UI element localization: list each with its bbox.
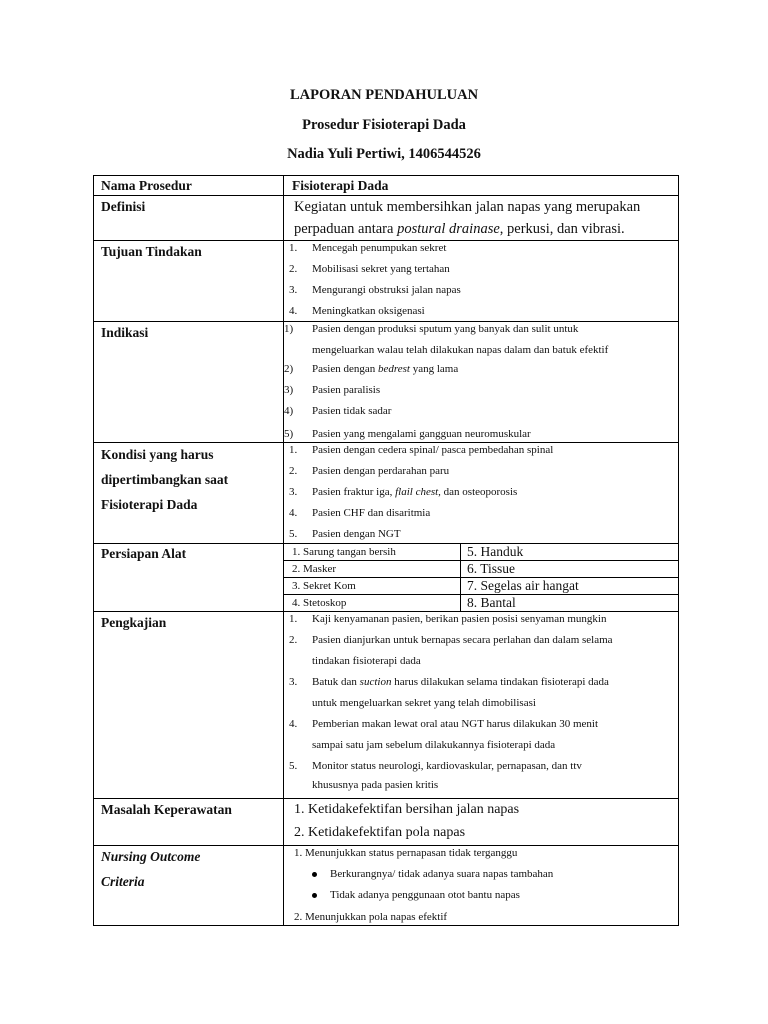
masalah-item: 1. Ketidakefektifan bersihan jalan napas — [294, 802, 520, 817]
row-nursing-outcome-criteria — [94, 846, 679, 926]
item-number: 4. — [289, 305, 298, 317]
item-text: Mengurangi obstruksi jalan napas — [312, 284, 461, 296]
item-text: yang lama — [409, 363, 459, 375]
equipment-item: 7. Segelas air hangat — [461, 578, 679, 595]
item-text: Pasien dengan NGT — [312, 528, 401, 540]
value-persiapan-alat — [284, 544, 679, 612]
item-text: Batuk dan — [312, 676, 360, 688]
item-number: 1) — [284, 323, 294, 335]
item-number: 4. — [289, 718, 298, 730]
equipment-item: 3. Sekret Kom — [284, 578, 461, 595]
row-kondisi — [94, 443, 679, 544]
equipment-item: 8. Bantal — [461, 595, 679, 612]
label-persiapan-alat — [94, 544, 284, 612]
author-line: Nadia Yuli Pertiwi, 1406544526 — [287, 146, 481, 162]
list-item — [284, 628, 678, 649]
row-nama-prosedur — [94, 176, 679, 196]
item-number: 1. — [289, 444, 298, 456]
equipment-item: 6. Tissue — [461, 561, 679, 578]
list-item-continued: mengeluarkan walau telah dilakukan napas dalam dan batuk efektif — [312, 344, 609, 356]
item-text: Pasien dengan — [312, 363, 378, 375]
value-definisi — [284, 196, 679, 241]
row-masalah-keperawatan — [94, 799, 679, 846]
list-item — [284, 422, 678, 442]
item-text: Pasien paralisis — [312, 384, 381, 396]
item-text: Pasien tidak sadar — [312, 405, 392, 417]
list-item — [284, 380, 678, 401]
item-text: Pasien dengan perdarahan paru — [312, 465, 450, 477]
item-text: Tidak adanya penggunaan otot bantu napas — [330, 889, 520, 901]
item-text: Meningkatkan oksigenasi — [312, 305, 425, 317]
value-text: Fisioterapi Dada — [292, 178, 389, 193]
label-nama-prosedur — [94, 176, 284, 196]
table-row — [284, 595, 678, 612]
item-text: Pasien dianjurkan untuk bernapas secara perlahan dan dalam selama — [312, 634, 613, 646]
value-nama-prosedur — [284, 176, 679, 196]
item-text: Pasien CHF dan disaritmia — [312, 507, 431, 519]
bullet-icon — [312, 893, 317, 898]
list-item — [284, 670, 678, 691]
label-text: Fisioterapi Dada — [101, 497, 198, 512]
list-item — [284, 401, 678, 422]
item-number: 3) — [284, 384, 294, 396]
item-number: 4. — [289, 507, 298, 519]
noc-bullet-item — [284, 862, 678, 883]
value-masalah-keperawatan — [284, 799, 679, 846]
label-text: Nama Prosedur — [101, 178, 192, 193]
definisi-line-2 — [284, 218, 678, 240]
label-tujuan-tindakan — [94, 241, 284, 322]
label-nursing-outcome-criteria — [94, 846, 284, 926]
item-number: 2. — [289, 465, 298, 477]
equipment-item: 5. Handuk — [461, 544, 679, 561]
label-text: dipertimbangkan saat — [101, 472, 229, 487]
item-text-italic: suction — [359, 676, 392, 688]
label-text: Kondisi yang harus — [101, 447, 214, 462]
list-item — [284, 501, 678, 522]
item-number: 1. — [289, 613, 298, 625]
bullet-icon — [312, 872, 317, 877]
item-number: 1. — [289, 242, 298, 254]
item-text-italic: flail chest — [395, 486, 439, 498]
masalah-item: 2. Ketidakefektifan pola napas — [294, 825, 466, 840]
item-number: 5. — [289, 528, 298, 540]
item-text: Pasien fraktur iga, — [312, 486, 396, 498]
item-number: 2. — [289, 263, 298, 275]
list-item-continued: sampai satu jam sebelum dilakukannya fisioterapi dada — [312, 739, 556, 751]
equipment-table — [284, 544, 678, 611]
item-number: 3. — [289, 284, 298, 296]
item-number: 3. — [289, 486, 298, 498]
list-item — [284, 322, 678, 338]
label-masalah-keperawatan — [94, 799, 284, 846]
item-text: Mobilisasi sekret yang tertahan — [312, 263, 450, 275]
item-number: 2. — [289, 634, 298, 646]
label-indikasi — [94, 322, 284, 443]
item-text-italic: bedrest — [377, 363, 410, 375]
list-item — [284, 754, 678, 775]
list-item — [284, 612, 678, 628]
row-indikasi — [94, 322, 679, 443]
label-definisi — [94, 196, 284, 241]
list-item — [284, 359, 678, 380]
row-tujuan-tindakan — [94, 241, 679, 322]
label-text: Tujuan Tindakan — [101, 244, 202, 259]
label-text: Criteria — [101, 874, 145, 889]
equipment-item: 4. Stetoskop — [284, 595, 461, 612]
value-pengkajian — [284, 612, 679, 799]
item-number: 5) — [284, 428, 294, 440]
list-item-continued: khususnya pada pasien kritis — [312, 779, 439, 791]
list-item — [284, 301, 678, 321]
item-number: 5. — [289, 760, 298, 772]
label-text: Nursing Outcome — [101, 849, 201, 864]
item-text: Mencegah penumpukan sekret — [312, 242, 447, 254]
list-item — [284, 280, 678, 301]
item-text: Pemberian makan lewat oral atau NGT harus dilakukan 30 menit — [312, 718, 599, 730]
table-row — [284, 578, 678, 595]
noc-item: 2. Menunjukkan pola napas efektif — [294, 911, 448, 923]
value-nursing-outcome-criteria — [284, 846, 679, 926]
row-pengkajian — [94, 612, 679, 799]
item-text: harus dilakukan selama tindakan fisioterapi dada — [391, 676, 609, 688]
label-pengkajian — [94, 612, 284, 799]
value-indikasi — [284, 322, 679, 443]
definisi-line-1: Kegiatan untuk membersihkan jalan napas yang merupakan — [294, 199, 641, 215]
document-subtitle: Prosedur Fisioterapi Dada — [302, 117, 466, 133]
item-number: 3. — [289, 676, 298, 688]
row-persiapan-alat — [94, 544, 679, 612]
equipment-item: 1. Sarung tangan bersih — [284, 544, 461, 561]
table-row — [284, 544, 678, 561]
item-text: , dan osteoporosis — [438, 486, 518, 498]
item-text: Monitor status neurologi, kardiovaskular, pernapasan, dan ttv — [312, 760, 582, 772]
list-item — [284, 241, 678, 259]
table-row — [284, 561, 678, 578]
label-text: Persiapan Alat — [101, 546, 187, 561]
label-kondisi — [94, 443, 284, 544]
noc-item: 1. Menunjukkan status pernapasan tidak terganggu — [294, 847, 518, 859]
item-text: Kaji kenyamanan pasien, berikan pasien posisi senyaman mungkin — [312, 613, 607, 625]
value-kondisi — [284, 443, 679, 544]
list-item — [284, 522, 678, 542]
list-item-continued: tindakan fisioterapi dada — [312, 655, 421, 667]
list-item — [284, 259, 678, 280]
document-title: LAPORAN PENDAHULUAN — [289, 87, 479, 103]
item-text: Pasien dengan cedera spinal/ pasca pembedahan spinal — [312, 444, 554, 456]
text-italic: postural drainase — [397, 221, 500, 237]
procedure-table — [93, 175, 679, 926]
equipment-item: 2. Masker — [284, 561, 461, 578]
item-text: Pasien dengan produksi sputum yang banyak dan sulit untuk — [312, 323, 579, 335]
item-text: Berkurangnya/ tidak adanya suara napas tambahan — [330, 868, 554, 880]
label-text: Masalah Keperawatan — [101, 802, 232, 817]
list-item — [284, 480, 678, 501]
list-item — [284, 712, 678, 733]
noc-bullet-item — [284, 883, 678, 904]
text: perpaduan antara — [294, 221, 398, 237]
label-text: Definisi — [101, 199, 146, 214]
item-number: 2) — [284, 363, 294, 375]
row-definisi — [94, 196, 679, 241]
text: , perkusi, dan vibrasi. — [499, 221, 625, 237]
list-item — [284, 459, 678, 480]
label-text: Pengkajian — [101, 615, 167, 630]
list-item — [284, 443, 678, 459]
label-text: Indikasi — [101, 325, 149, 340]
list-item-continued: untuk mengeluarkan sekret yang telah dimobilisasi — [312, 697, 536, 709]
item-number: 4) — [284, 405, 294, 417]
value-tujuan-tindakan — [284, 241, 679, 322]
item-text: Pasien yang mengalami gangguan neuromuskular — [312, 428, 531, 440]
